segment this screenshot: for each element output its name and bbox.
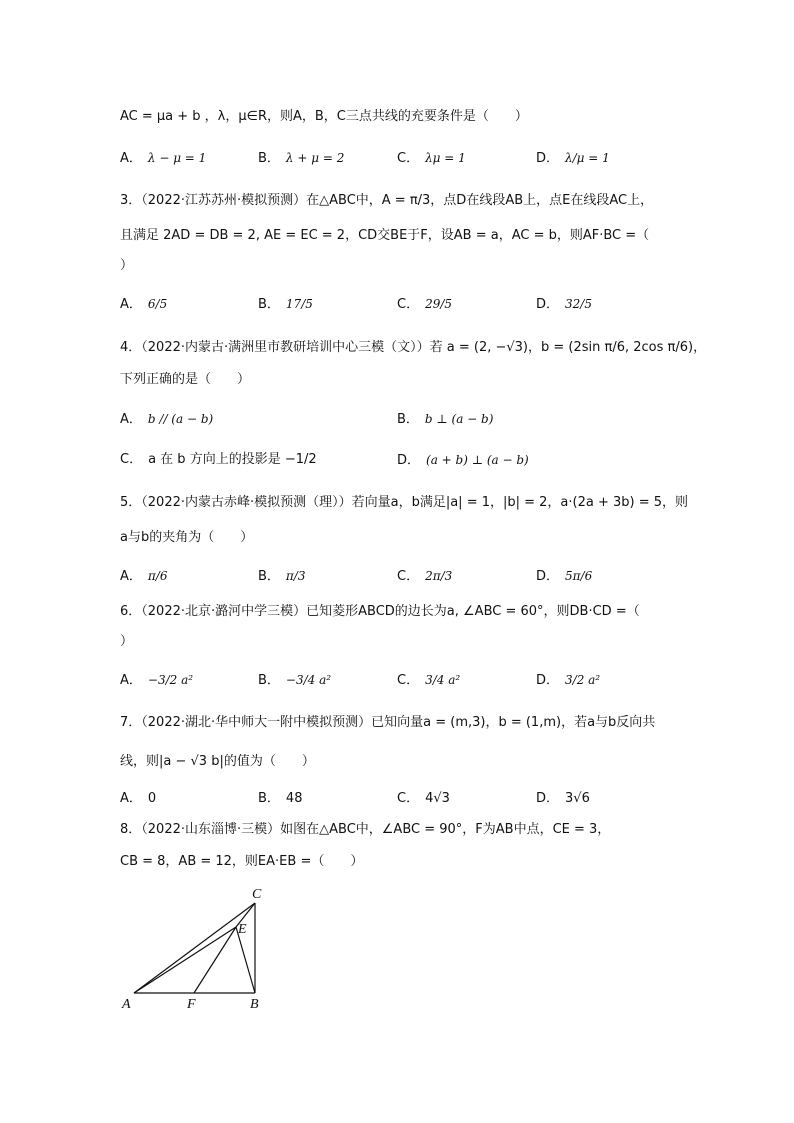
q4-option-c[interactable]: C． a 在 b 方向上的投影是 −1/2: [120, 452, 317, 467]
q5-option-a[interactable]: A． π/6: [120, 569, 168, 584]
q4-options-row-1: [120, 409, 700, 433]
q6-stem-line-2: ）: [120, 634, 134, 649]
q4-stem-line-2: 下列正确的是（ ）: [120, 372, 251, 387]
q2-option-a[interactable]: A． λ − μ = 1: [120, 151, 207, 166]
q3-option-c[interactable]: C． 29/5: [397, 297, 453, 312]
point-b-label: B: [250, 997, 259, 1012]
q5-option-b[interactable]: B． π/3: [258, 569, 306, 584]
q3-stem-line-3: ）: [120, 258, 134, 273]
q3-stem-line-2: 且满足 2AD = DB = 2, AE = EC = 2，CD交BE于F，设AB = a，AC = b，则AF·BC =（: [120, 228, 650, 243]
point-f-label: F: [187, 997, 196, 1012]
segment-ac: [134, 903, 255, 993]
q3-option-a[interactable]: A． 6/5: [120, 297, 168, 312]
q6-options: [120, 670, 700, 694]
q6-option-d[interactable]: D． 3/2 a²: [536, 673, 601, 688]
segment-fe: [194, 927, 236, 993]
q6-option-b[interactable]: B． −3/4 a²: [258, 673, 332, 688]
q5-option-d[interactable]: D． 5π/6: [536, 569, 593, 584]
q5-stem-line-2: a与b的夹角为（ ）: [120, 530, 254, 545]
q6-stem-line-1: 6．（2022·北京·潞河中学三模）已知菱形ABCD的边长为a, ∠ABC = 60°，则DB·CD =（: [120, 604, 640, 619]
q4-option-a[interactable]: A． b // (a − b): [120, 412, 214, 427]
q7-option-d[interactable]: D． 3√6: [536, 791, 590, 806]
q3-option-d[interactable]: D． 32/5: [536, 297, 592, 312]
q4-stem-line-1: 4．（2022·内蒙古·满洲里市教研培训中心三模（文））若 a = (2, −√3)，b = (2sin π/6, 2cos π/6)，: [120, 340, 707, 355]
q3-option-b[interactable]: B． 17/5: [258, 297, 313, 312]
triangle-figure: [118, 880, 288, 1020]
q2-option-c[interactable]: C． λμ = 1: [397, 151, 466, 166]
q5-stem-line-1: 5．（2022·内蒙古赤峰·模拟预测（理））若向量a，b满足|a| = 1，|b| = 2，a·(2a + 3b) = 5，则: [120, 495, 689, 510]
q3-stem-line-1: 3．（2022·江苏苏州·模拟预测）在△ABC中，A = π/3，点D在线段AB上，点E在线段AC上，: [120, 193, 654, 208]
q2-options: [120, 148, 700, 172]
q3-options: [120, 294, 700, 318]
q5-options: [120, 566, 700, 590]
q5-option-c[interactable]: C． 2π/3: [397, 569, 453, 584]
q2-option-d[interactable]: D． λ/μ = 1: [536, 151, 610, 166]
point-a-label: A: [122, 997, 131, 1012]
q6-option-a[interactable]: A． −3/2 a²: [120, 673, 194, 688]
q4-option-b[interactable]: B． b ⊥ (a − b): [397, 412, 494, 427]
q8-stem-line-1: 8．（2022·山东淄博·三模）如图在△ABC中，∠ABC = 90°，F为AB中点，CE = 3，: [120, 822, 611, 837]
q4-options-row-2: [120, 450, 700, 474]
q2-option-b[interactable]: B． λ + μ = 2: [258, 151, 345, 166]
q7-option-a[interactable]: A． 0: [120, 791, 157, 806]
q7-option-c[interactable]: C． 4√3: [397, 791, 450, 806]
q7-stem-line-1: 7．（2022·湖北·华中师大一附中模拟预测）已知向量a = (m,3)，b = (1,m)，若a与b反向共: [120, 715, 656, 730]
q6-option-c[interactable]: C． 3/4 a²: [397, 673, 461, 688]
segment-ae: [134, 927, 236, 993]
q7-option-b[interactable]: B． 48: [258, 791, 303, 806]
q2-stem-continuation: AC = μa + b ，λ，μ∈R，则A，B，C三点共线的充要条件是（ ）: [120, 109, 528, 124]
q4-option-d[interactable]: D． (a + b) ⊥ (a − b): [397, 453, 529, 468]
point-e-label: E: [238, 922, 247, 937]
q8-stem-line-2: CB = 8，AB = 12，则EA·EB =（ ）: [120, 854, 364, 869]
q7-stem-line-2: 线，则|a − √3 b|的值为（ ）: [120, 754, 315, 769]
point-c-label: C: [252, 887, 262, 902]
q7-options: [120, 789, 700, 813]
